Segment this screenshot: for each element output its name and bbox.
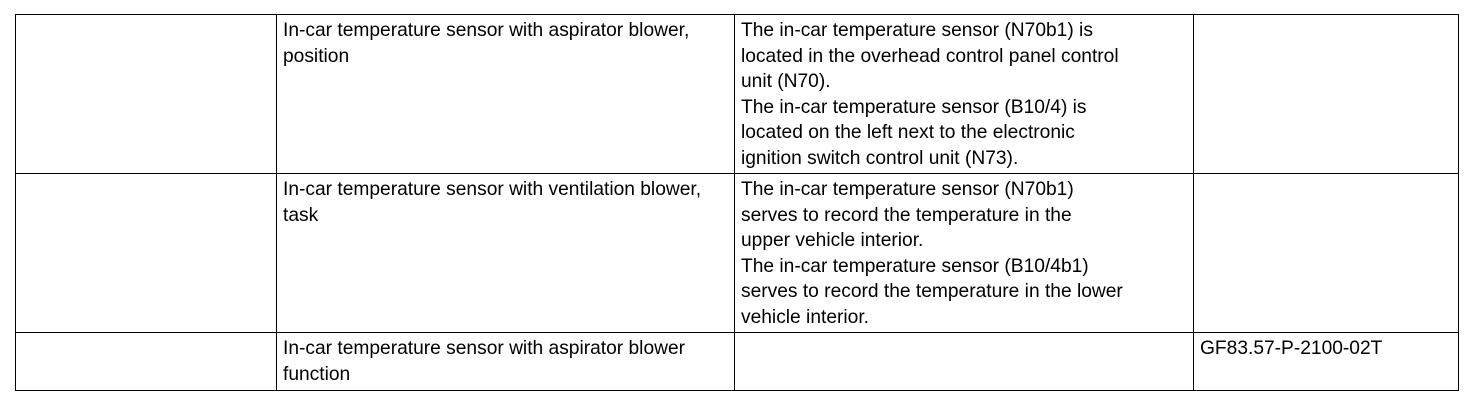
reference-cell: GF83.57-P-2100-02T [1194, 333, 1459, 391]
table-row [16, 333, 1459, 391]
topic-cell: In-car temperature sensor with aspirator blower function [277, 333, 735, 391]
code-cell [16, 15, 277, 174]
topic-cell: In-car temperature sensor with aspirator blower, position [277, 15, 735, 174]
table-row [16, 174, 1459, 333]
code-cell [16, 333, 277, 391]
reference-cell [1194, 174, 1459, 333]
reference-cell [1194, 15, 1459, 174]
description-cell: The in-car temperature sensor (N70b1) is located in the overhead control panel control unit (N70). The in-car temperature sensor (B10/4) is located on the left next to the electronic ignition switch control unit (N73). [735, 15, 1194, 174]
description-cell [735, 333, 1194, 391]
topic-cell: In-car temperature sensor with ventilation blower, task [277, 174, 735, 333]
code-cell [16, 174, 277, 333]
description-cell: The in-car temperature sensor (N70b1) serves to record the temperature in the upper vehicle interior. The in-car temperature sensor (B10/4b1) serves to record the temperature in the lower vehicle interior. [735, 174, 1194, 333]
table-row [16, 15, 1459, 174]
document-table [15, 14, 1459, 391]
